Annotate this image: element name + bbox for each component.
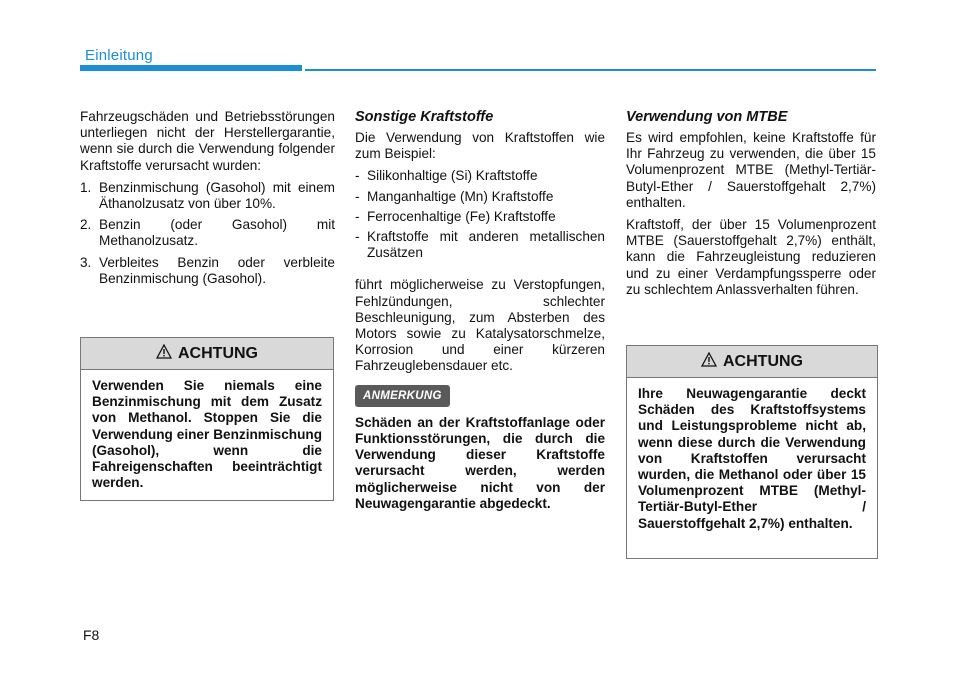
- consequences-paragraph: führt möglicherweise zu Verstopfungen, Fehlzündungen, schlechter Beschleunigung, zum Absterben des Motors sowie zu Katalysatorschmelze, Korrosion und einer kürzeren Fahrzeuglebensdauer etc.: [355, 277, 605, 374]
- warning-triangle-icon: [701, 352, 717, 372]
- warning-heading: ACHTUNG: [723, 352, 803, 370]
- paragraph: Kraftstoff, der über 15 Volumenprozent MTBE (Sauerstoffgehalt 2,7%) enthält, kann die Fahrzeugleistung reduzieren und zu einer Verdampfungssperre oder zu schlechtem Anlassverhalten führen.: [626, 217, 876, 297]
- column-1: [80, 109, 335, 292]
- column-3: [626, 109, 876, 304]
- warning-box-mtbe: [626, 345, 878, 559]
- list-item: 1. Benzinmischung (Gasohol) mit einem Äthanolzusatz von über 10%.: [80, 179, 335, 212]
- list-item: - Kraftstoffe mit anderen metallischen Zusätzen: [355, 229, 605, 261]
- note-text: Schäden an der Kraftstoffanlage oder Funktionsstörungen, die durch die Verwendung dieser Kraftstoffe verursacht werden, werden möglicherweise nicht von der Neuwagengarantie abgedeckt.: [355, 414, 605, 511]
- list-item: - Manganhaltige (Mn) Kraftstoffe: [355, 188, 554, 204]
- warning-header: [627, 346, 877, 378]
- section-title: Einleitung: [85, 47, 153, 64]
- list-item: - Ferrocenhaltige (Fe) Kraftstoffe: [355, 208, 556, 224]
- note-badge: ANMERKUNG: [355, 385, 450, 407]
- list-item: 3. Verbleites Benzin oder verbleite Benzinmischung (Gasohol).: [80, 254, 335, 286]
- column-2: [355, 109, 605, 512]
- warning-text: Ihre Neuwagengarantie deckt Schäden des Kraftstoffsystems und Leistungsprobleme nicht ab, wenn diese durch die Verwendung von Kraftstoffen verursacht wurden, die Methanol oder über 15 Volumenprozent MTBE (Methyl-Tertiär-Butyl-Ether / Sauerstoffgehalt 2,7%) enthalten.: [638, 386, 866, 531]
- intro-paragraph: Fahrzeugschäden und Betriebsstörungen unterliegen nicht der Herstellergarantie, wenn sie durch die Verwendung folgender Kraftstoffe verursacht wurden:: [80, 109, 335, 173]
- warning-box-methanol: [80, 337, 334, 501]
- warning-triangle-icon: [156, 344, 172, 364]
- subsection-title: Verwendung von MTBE: [626, 109, 788, 125]
- header-accent-bar: [80, 65, 302, 71]
- page-number: F8: [83, 627, 100, 643]
- subsection-title: Sonstige Kraftstoffe: [355, 109, 494, 125]
- damage-fuel-list: [80, 180, 335, 287]
- warning-heading: ACHTUNG: [178, 344, 258, 362]
- paragraph: Es wird empfohlen, keine Kraftstoffe für Ihr Fahrzeug zu verwenden, die über 15 Volumenprozent MTBE (Methyl-Tertiär-Butyl-Ether / Sauerstoffgehalt 2,7%) enthalten.: [626, 130, 876, 210]
- list-item: 2. Benzin (oder Gasohol) mit Methanolzusatz.: [80, 217, 335, 249]
- list-item: - Silikonhaltige (Si) Kraftstoffe: [355, 168, 538, 184]
- warning-text: Verwenden Sie niemals eine Benzinmischung mit dem Zusatz von Methanol. Stoppen Sie die Verwendung einer Benzinmischung (Gasohol), wenn die Fahreigenschaften beeinträchtigt werden.: [92, 378, 322, 491]
- other-fuels-list: [355, 168, 605, 261]
- intro-paragraph: Die Verwendung von Kraftstoffen wie zum Beispiel:: [355, 130, 605, 162]
- header-rule: [305, 69, 876, 71]
- warning-header: [81, 338, 333, 370]
